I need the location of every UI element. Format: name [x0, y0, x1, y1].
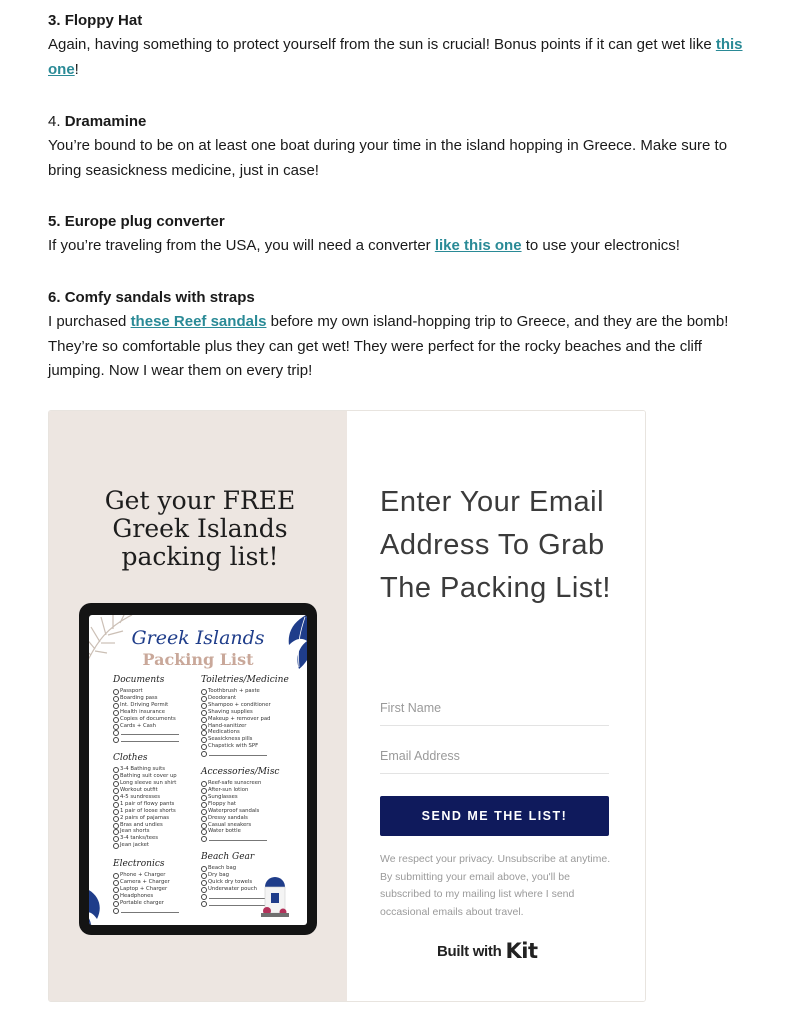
greek-house-icon [261, 871, 289, 917]
checklist-item: Hand-sanitizer [201, 723, 289, 730]
checklist-item: Seasickness pills [201, 736, 289, 743]
privacy-notice: We respect your privacy. Unsubscribe at anytime. By submitting your email above, you'll be subscribed to my mailing list where I send occasional emails about travel. [380, 853, 611, 918]
doc-title-bold: Packing List [142, 650, 254, 669]
checklist-item: Portable charger [113, 900, 177, 907]
checklist-item: 3-4 tanks/tees [113, 835, 177, 842]
checklist-item: Headphones [113, 893, 177, 900]
blue-leaf-bottom-icon [89, 885, 113, 925]
checklist-item: Camera + Charger [113, 879, 177, 886]
item-text-after: before my own island-hopping trip to Greece, and they are the bomb! They’re so comfortable plus they can get wet! They were perfect for the rocky beaches and the cliff jumping. Now I wear them on every trip! [48, 313, 729, 379]
item-text-after: to use your electronics! [521, 237, 680, 254]
checklist-item: Beach bag [201, 865, 289, 872]
checklist-item: 4-5 sundresses [113, 794, 177, 801]
kit-logo: Kit [505, 939, 538, 963]
built-with-kit-badge[interactable] [437, 939, 538, 963]
checklist-item: Deodorant [201, 695, 289, 702]
section-heading: Accessories/Misc [201, 767, 280, 778]
documents-column [113, 675, 177, 924]
item-heading [48, 9, 760, 33]
promo-panel [49, 411, 347, 1001]
checklist-item: Toothbrush + paste [201, 688, 289, 695]
item-number: 5. [48, 213, 61, 230]
checklist-item: Quick dry towels [201, 879, 289, 886]
checklist-blank-item [201, 750, 289, 757]
item-title: Comfy sandals with straps [64, 289, 255, 306]
doc-title-script: Greek Islands [131, 627, 265, 649]
checklist [201, 780, 289, 842]
checklist-item: After-sun lotion [201, 787, 289, 794]
checklist-item: Underwater pouch [201, 886, 289, 893]
checklist-blank-item [201, 835, 289, 842]
checklist-blank-item [113, 729, 177, 736]
checklist-item: Workout outfit [113, 787, 177, 794]
checklist-item: Sunglasses [201, 794, 289, 801]
item-text: You’re bound to be on at least one boat during your time in the island hopping in Greece. Make sure to bring seasickness medicine, just in case! [48, 137, 728, 179]
item-number: 3. [48, 12, 61, 29]
section-heading: Toiletries/Medicine [201, 675, 289, 685]
checklist-item: Phone + Charger [113, 872, 177, 879]
checklist-item: Laptop + Charger [113, 886, 177, 893]
packing-list-preview [89, 615, 307, 925]
checklist-blank-item [113, 736, 177, 743]
checklist-item: Casual sneakers [201, 822, 289, 829]
list-item-sandals [48, 286, 760, 384]
checklist-item: Medications [201, 729, 289, 736]
section-heading: Clothes [113, 753, 148, 764]
item-text-before: If you’re traveling from the USA, you will need a converter [48, 237, 435, 254]
item-heading [48, 110, 760, 134]
list-item-floppy-hat [48, 9, 760, 82]
checklist-item: Jean jacket [113, 842, 177, 849]
checklist-item: Waterproof sandals [201, 808, 289, 815]
checklist-item: Health insurance [113, 709, 177, 716]
built-with-label: Built with [437, 943, 502, 960]
checklist-item: Passport [113, 688, 177, 695]
send-list-button[interactable]: SEND ME THE LIST! [380, 796, 609, 836]
checklist-item: Int. Driving Permit [113, 702, 177, 709]
checklist-item: Shampoo + conditioner [201, 702, 289, 709]
checklist-item: Jean shorts [113, 828, 177, 835]
checklist [113, 766, 177, 849]
list-item-dramamine [48, 110, 760, 183]
checklist [201, 688, 289, 757]
item-number: 6. [48, 289, 61, 306]
checklist-item: 1 pair of flowy pants [113, 801, 177, 808]
tablet-camera [187, 607, 211, 611]
item-heading [48, 210, 760, 234]
this-one-link[interactable]: this one [48, 36, 743, 78]
checklist-item: 1 pair of loose shorts [113, 808, 177, 815]
item-text-after: ! [74, 60, 79, 78]
checklist-item: Boarding pass [113, 695, 177, 702]
checklist-item: Copies of documents [113, 716, 177, 723]
checklist [113, 872, 177, 913]
checklist-item: Makeup + remover pad [201, 716, 289, 723]
item-text-before: Again, having something to protect yourself from the sun is crucial! Bonus points if it can get wet like [48, 36, 716, 53]
checklist [113, 688, 177, 743]
checklist-item: Floppy hat [201, 801, 289, 808]
checklist-item: Reef-safe sunscreen [201, 780, 289, 787]
item-number: 4. [48, 113, 61, 130]
item-title: Floppy Hat [64, 12, 143, 29]
section-heading: Electronics [113, 859, 165, 870]
item-heading [48, 286, 760, 310]
form-title: Enter Your Email Address To Grab The Packing List! [380, 486, 611, 604]
checklist-item: Chapstick with SPF [201, 743, 289, 750]
email-signup-card [48, 410, 646, 1002]
checklist-item: Long sleeve sun shirt [113, 780, 177, 787]
email-field[interactable] [380, 739, 609, 774]
checklist-item: Shaving supplies [201, 709, 289, 716]
checklist-item: Cards + Cash [113, 723, 177, 730]
section-heading: Documents [113, 675, 165, 685]
tablet-mockup-image [79, 603, 317, 935]
first-name-field[interactable] [380, 691, 609, 726]
signup-form [347, 411, 645, 1001]
checklist-item: Water bottle [201, 828, 289, 835]
checklist-item: Bras and undies [113, 822, 177, 829]
section-heading: Beach Gear [201, 852, 255, 863]
checklist-item: 2 pairs of pajamas [113, 815, 177, 822]
checklist-item: 3-4 Bathing suits [113, 766, 177, 773]
item-title: Dramamine [64, 113, 147, 130]
list-item-plug-converter [48, 210, 760, 259]
item-text-before: I purchased [48, 313, 131, 330]
checklist-blank-item [113, 907, 177, 914]
item-title: Europe plug converter [64, 213, 225, 230]
checklist-item: Bathing suit cover up [113, 773, 177, 780]
checklist-item: Dressy sandals [201, 815, 289, 822]
converter-link[interactable]: like this one [434, 237, 522, 254]
promo-title: Get your FREE Greek Islands packing list! [104, 486, 296, 571]
checklist-item: Dry bag [201, 872, 289, 879]
item-text [48, 234, 760, 259]
item-text [48, 310, 760, 384]
item-text [48, 33, 760, 82]
reef-sandals-link[interactable]: these Reef sandals [130, 313, 267, 330]
